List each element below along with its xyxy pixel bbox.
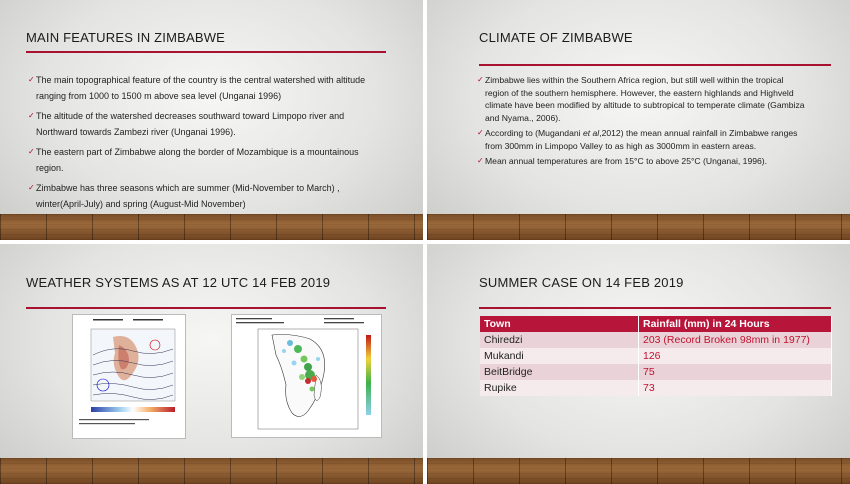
list-item: ✓ Mean annual temperatures are from 15°C to above 25°C (Unganai, 1996). xyxy=(477,156,768,166)
table-row xyxy=(480,332,832,348)
title-divider xyxy=(479,307,831,309)
synoptic-chart-image xyxy=(72,314,186,439)
slide-main-features xyxy=(0,0,423,240)
checkmark-icon: ✓ xyxy=(28,147,35,156)
wood-floor xyxy=(427,458,850,484)
slide-summer-case xyxy=(427,244,850,484)
cell-town: Rupike xyxy=(480,380,639,396)
wood-floor xyxy=(0,458,423,484)
checkmark-icon: ✓ xyxy=(477,75,484,84)
checkmark-icon: ✓ xyxy=(28,75,35,84)
rainfall-table xyxy=(480,316,832,396)
slide-title: WEATHER SYSTEMS AS AT 12 UTC 14 FEB 2019 xyxy=(26,275,331,290)
checkmark-icon: ✓ xyxy=(28,111,35,120)
wood-floor xyxy=(0,214,423,240)
checkmark-icon: ✓ xyxy=(477,128,484,137)
checkmark-icon: ✓ xyxy=(28,183,35,192)
table-row xyxy=(480,380,832,396)
slide-climate xyxy=(427,0,850,240)
cell-rainfall: 203 (Record Broken 98mm in 1977) xyxy=(639,332,832,348)
column-header-town: Town xyxy=(480,316,639,332)
bullet-list xyxy=(477,74,807,172)
list-item: ✓ According to (Mugandani et al,2012) the mean annual rainfall in Zimbabwe ranges from 300mm in Limpopo Valley to as high as 3000mm in eastern areas. xyxy=(477,128,798,151)
column-header-rainfall: Rainfall (mm) in 24 Hours xyxy=(639,316,832,332)
slide-weather-systems xyxy=(0,244,423,484)
cell-rainfall: 73 xyxy=(639,380,832,396)
slide-title: CLIMATE OF ZIMBABWE xyxy=(479,30,633,45)
cell-rainfall: 75 xyxy=(639,364,832,380)
rainfall-map-image xyxy=(231,314,382,438)
title-divider xyxy=(26,307,386,309)
slide-title: SUMMER CASE ON 14 FEB 2019 xyxy=(479,275,684,290)
wood-floor xyxy=(427,214,850,240)
title-divider xyxy=(479,64,831,66)
bullet-list xyxy=(28,72,368,216)
list-item: ✓ The altitude of the watershed decreases southward toward Limpopo river and Northward towards Zambezi river (Unganai 1996). xyxy=(28,108,368,140)
table-row xyxy=(480,348,832,364)
rainfall-map-graphic xyxy=(232,315,381,437)
list-item: ✓ The main topographical feature of the country is the central watershed with altitude ranging from 1000 to 1500 m above sea level (Unganai 1996) xyxy=(28,72,368,104)
cell-town: Mukandi xyxy=(480,348,639,364)
cell-town: BeitBridge xyxy=(480,364,639,380)
list-item: ✓ The eastern part of Zimbabwe along the border of Mozambique is a mountainous region. xyxy=(28,144,368,176)
table-header-row xyxy=(480,316,832,332)
table-row xyxy=(480,364,832,380)
synoptic-chart-graphic xyxy=(73,315,185,438)
slide-title: MAIN FEATURES IN ZIMBABWE xyxy=(26,30,226,45)
checkmark-icon: ✓ xyxy=(477,156,484,165)
cell-rainfall: 126 xyxy=(639,348,832,364)
title-divider xyxy=(26,51,386,53)
cell-town: Chiredzi xyxy=(480,332,639,348)
list-item: ✓ Zimbabwe lies within the Southern Africa region, but still well within the tropical region of the southern hemisphere. However, the eastern highlands and Highveld climate have been modified by altitude to subtropical to temperate climate (Gambiza and Nyama., 2006). xyxy=(477,75,805,123)
list-item: ✓ Zimbabwe has three seasons which are summer (Mid-November to March) , winter(April-July) and spring (August-Mid November) xyxy=(28,180,368,212)
